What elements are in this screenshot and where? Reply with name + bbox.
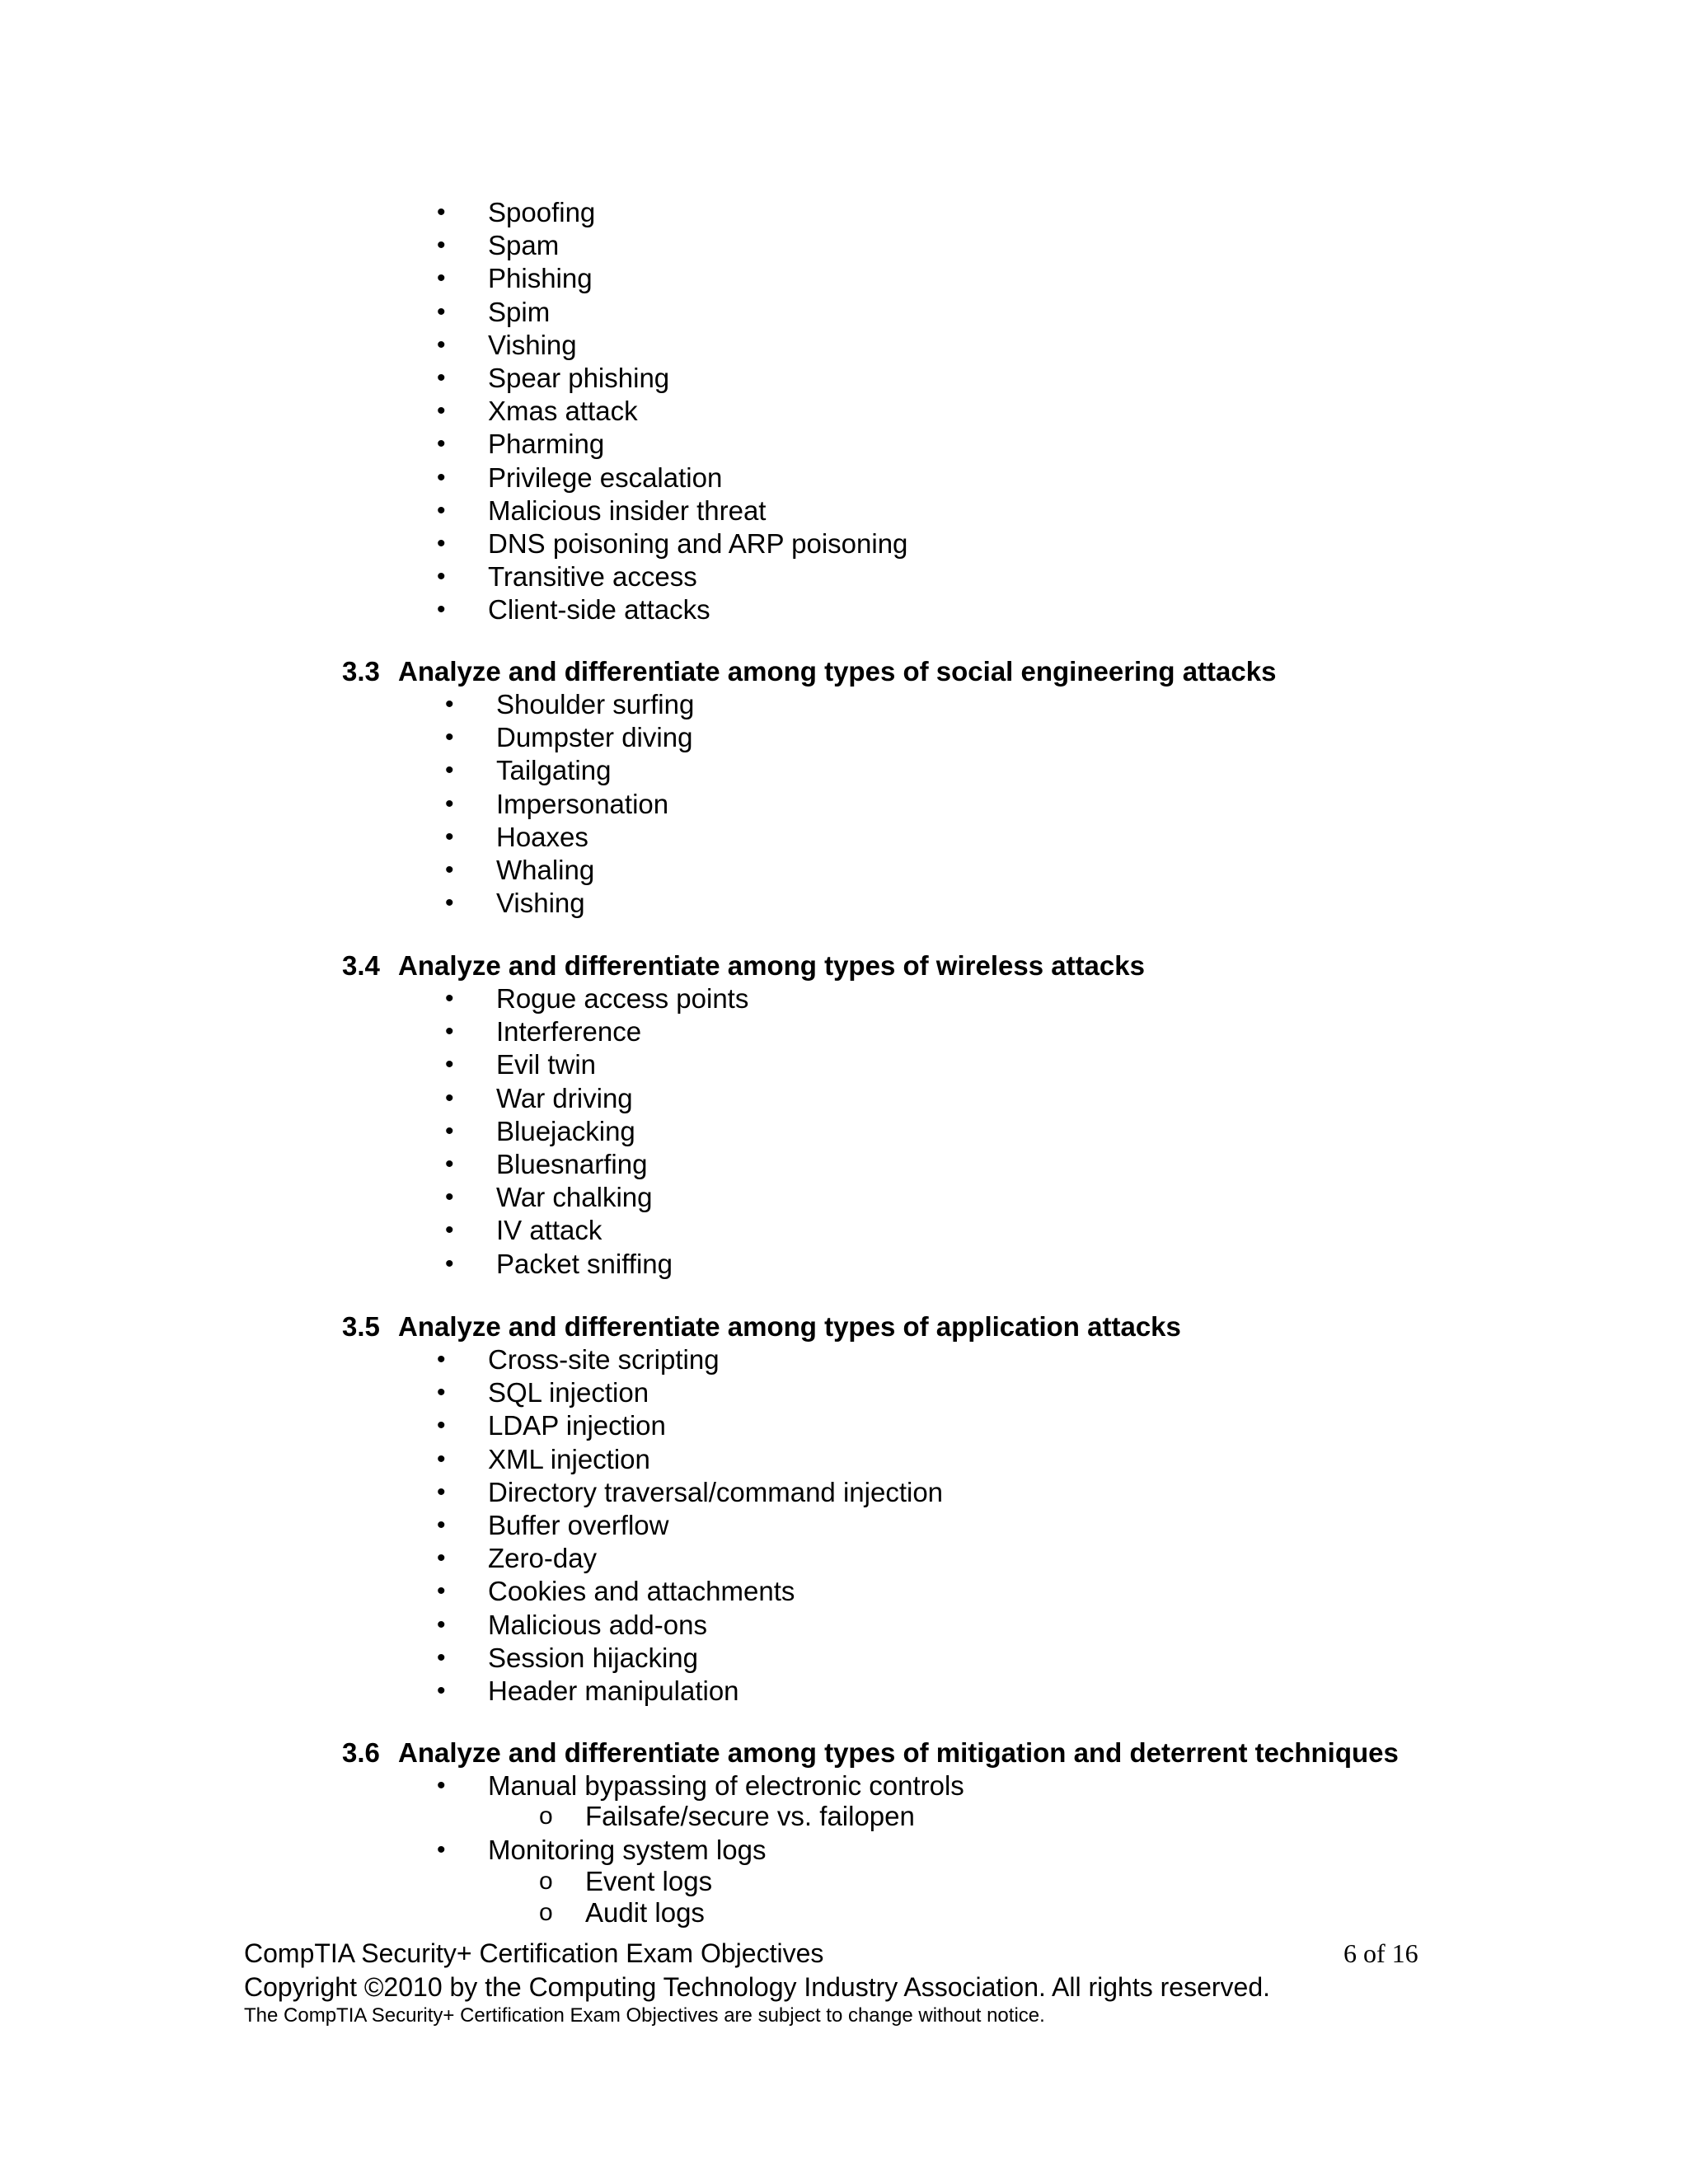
bullet-icon: • xyxy=(445,691,454,718)
list-item-label: DNS poisoning and ARP poisoning xyxy=(488,527,908,559)
bullet-icon: • xyxy=(437,1445,446,1473)
list-item-label: Whaling xyxy=(496,854,595,885)
section-title: Analyze and differentiate among types of application attacks xyxy=(398,1311,1181,1342)
list-item-label: Bluejacking xyxy=(496,1115,635,1146)
list-item-label: LDAP injection xyxy=(488,1410,666,1441)
list-item-label: Interference xyxy=(496,1016,642,1047)
bullet-icon: • xyxy=(445,1051,454,1079)
sub-bullet-icon: o xyxy=(539,1868,553,1895)
section-title: Analyze and differentiate among types of social engineering attacks xyxy=(398,656,1277,687)
bullet-icon: • xyxy=(445,889,454,917)
sub-bullet-icon: o xyxy=(539,1802,553,1830)
bullet-icon: • xyxy=(437,430,446,458)
list-item-label: Dumpster diving xyxy=(496,722,693,753)
list-item-label: Vishing xyxy=(488,329,577,360)
list-item-label: Pharming xyxy=(488,429,605,460)
sub-list-item-label: Event logs xyxy=(585,1866,713,1896)
bullet-icon: • xyxy=(437,298,446,326)
list-item-label: Monitoring system logs xyxy=(488,1835,767,1865)
sub-list-item-label: Failsafe/secure vs. failopen xyxy=(585,1801,915,1831)
bullet-icon: • xyxy=(445,1084,454,1112)
bullet-icon: • xyxy=(437,199,446,226)
bullet-icon: • xyxy=(445,1183,454,1212)
bullet-icon: • xyxy=(437,1346,446,1373)
list-item-label: IV attack xyxy=(496,1215,603,1246)
list-item-label: Xmas attack xyxy=(488,396,638,427)
bullet-icon: • xyxy=(437,1379,446,1407)
section-number: 3.6 xyxy=(342,1737,380,1768)
mitigation-list xyxy=(437,1769,1426,1934)
list-item-label: Cross-site scripting xyxy=(488,1344,720,1375)
bullet-icon: • xyxy=(437,397,446,425)
bullet-icon: • xyxy=(437,1577,446,1605)
bullet-icon: • xyxy=(437,1511,446,1539)
list-item-label: Bluesnarfing xyxy=(496,1148,648,1179)
bullet-icon: • xyxy=(437,1643,446,1671)
list-item-label: Spear phishing xyxy=(488,362,670,393)
bullet-icon: • xyxy=(437,496,446,524)
bullet-icon: • xyxy=(445,855,454,883)
list-item-label: XML injection xyxy=(488,1443,650,1474)
bullet-icon: • xyxy=(437,563,446,591)
bullet-icon: • xyxy=(437,1544,446,1572)
bullet-icon: • xyxy=(437,463,446,491)
list-item-label: Tailgating xyxy=(496,755,612,786)
bullet-icon: • xyxy=(437,1676,446,1704)
list-item-label: Spam xyxy=(488,230,560,261)
footer-notice: The CompTIA Security+ Certification Exam Objectives are subject to change without notice. xyxy=(244,2004,1045,2027)
list-item-label: Impersonation xyxy=(496,788,669,819)
list-item-label: Hoaxes xyxy=(496,821,588,852)
list-item-label: Manual bypassing of electronic controls xyxy=(488,1770,964,1801)
list-item-label: Evil twin xyxy=(496,1049,597,1080)
list-item-label: Cookies and attachments xyxy=(488,1576,795,1607)
section-number: 3.3 xyxy=(342,656,380,687)
footer-page-number: 6 of 16 xyxy=(1343,1938,1418,1968)
bullet-icon: • xyxy=(445,985,454,1012)
list-item-label: Privilege escalation xyxy=(488,462,723,493)
bullet-icon: • xyxy=(445,1018,454,1046)
list-item-label: Rogue access points xyxy=(496,983,749,1014)
list-item-label: Packet sniffing xyxy=(496,1248,673,1279)
bullet-icon: • xyxy=(437,529,446,557)
list-item-label: Malicious add-ons xyxy=(488,1609,707,1640)
bullet-icon: • xyxy=(437,1412,446,1440)
section-title: Analyze and differentiate among types of wireless attacks xyxy=(398,950,1145,981)
list-item-label: Spoofing xyxy=(488,197,596,227)
list-item-label: Phishing xyxy=(488,263,593,294)
list-item-label: Buffer overflow xyxy=(488,1509,669,1540)
bullet-icon: • xyxy=(437,1772,446,1799)
bullet-icon: • xyxy=(445,1150,454,1178)
bullet-icon: • xyxy=(445,1216,454,1244)
bullet-icon: • xyxy=(437,232,446,260)
bullet-icon: • xyxy=(437,363,446,391)
bullet-icon: • xyxy=(445,724,454,752)
bullet-icon: • xyxy=(445,790,454,818)
list-item-label: SQL injection xyxy=(488,1377,649,1408)
section-number: 3.4 xyxy=(342,950,380,981)
bullet-icon: • xyxy=(445,757,454,785)
bullet-icon: • xyxy=(445,1117,454,1145)
bullet-icon: • xyxy=(437,265,446,293)
list-item-label: War driving xyxy=(496,1082,633,1113)
bullet-icon: • xyxy=(445,1249,454,1277)
list-item-label: Spim xyxy=(488,296,551,327)
bullet-icon: • xyxy=(437,1478,446,1506)
list-item-label: Malicious insider threat xyxy=(488,494,767,526)
bullet-icon: • xyxy=(445,823,454,851)
bullet-icon: • xyxy=(437,330,446,359)
list-item-label: Shoulder surfing xyxy=(496,689,695,719)
list-item-label: Vishing xyxy=(496,888,585,919)
sub-bullet-icon: o xyxy=(539,1899,553,1926)
sub-list-item-label: Audit logs xyxy=(585,1897,705,1928)
list-item-label: War chalking xyxy=(496,1182,653,1213)
bullet-icon: • xyxy=(437,1610,446,1638)
list-item-label: Session hijacking xyxy=(488,1642,698,1673)
footer-copyright: Copyright ©2010 by the Computing Technology Industry Association. All rights reserved. xyxy=(244,1972,1270,2002)
list-item-label: Zero-day xyxy=(488,1543,598,1574)
list-item-label: Transitive access xyxy=(488,561,697,593)
section-number: 3.5 xyxy=(342,1311,380,1342)
footer-doc-title: CompTIA Security+ Certification Exam Objectives xyxy=(244,1938,824,1968)
section-title: Analyze and differentiate among types of mitigation and deterrent techniques xyxy=(398,1737,1399,1768)
bullet-icon: • xyxy=(437,1836,446,1863)
list-item-label: Header manipulation xyxy=(488,1675,739,1706)
list-item-label: Directory traversal/command injection xyxy=(488,1476,944,1507)
list-item-label: Client-side attacks xyxy=(488,594,710,626)
bullet-icon: • xyxy=(437,596,446,624)
